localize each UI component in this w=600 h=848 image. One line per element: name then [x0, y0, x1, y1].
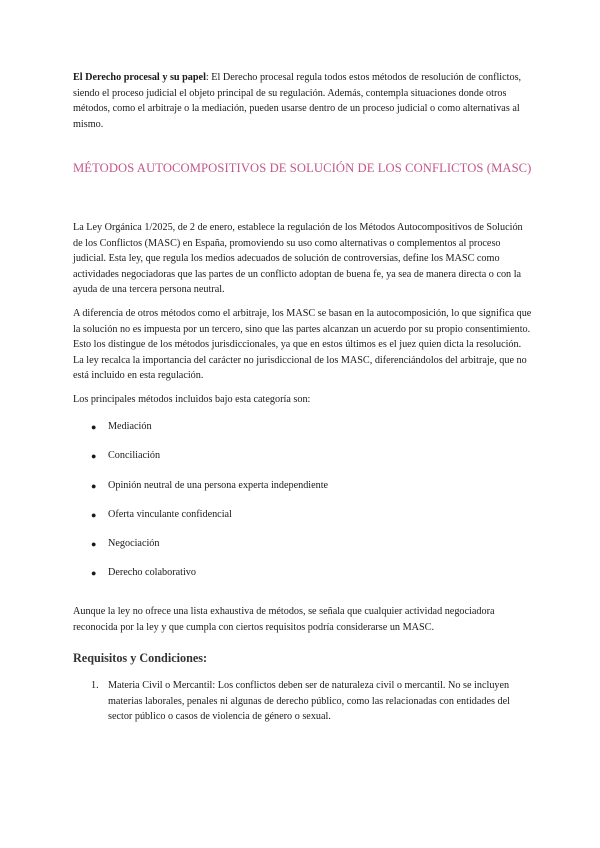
intro-bold-label: El Derecho procesal y su papel [73, 72, 206, 83]
paragraph-diferencia: A diferencia de otros métodos como el arbitraje, los MASC se basan en la autocomposición, lo que significa que la solución no es impuesta por un tercero, sino que las partes alcanzan un acuerdo por su propio consentimiento. Esto los distingue de los métodos jurisdiccionales, ya que en estos últimos es el juez quien dicta la resolución. La ley recalca la importancia del carácter no jurisdiccional de los MASC, diferenciándolos del arbitraje, que no está incluido en esta regulación. [73, 308, 532, 382]
bullet-icon: ● [91, 451, 97, 461]
requirements-heading: Requisitos y Condiciones: [73, 651, 208, 665]
paragraph-ley-organica: La Ley Orgánica 1/2025, de 2 de enero, establece la regulación de los Métodos Autocompositivos de Solución de los Conflictos (MASC) en España, promoviendo su uso como alternativas o complementos al proceso judicial. Esta ley, que regula los medios adecuados de solución de controversias, define los MASC como actividades negociadoras que las partes de un conflicto adoptan de buena fe, ya sea de manera directa o con la ayuda de una tercera persona neutral. [73, 222, 523, 296]
section-heading: MÉTODOS AUTOCOMPOSITIVOS DE SOLUCIÓN DE LOS CONFLICTOS (MASC) [73, 161, 532, 175]
bullet-icon: ● [91, 539, 97, 549]
paragraph-aunque: Aunque la ley no ofrece una lista exhaustiva de métodos, se señala que cualquier actividad negociadora reconocida por la ley y que cumpla con ciertos requisitos podría considerarse un MASC. [73, 606, 495, 633]
requirement-text: Materia Civil o Mercantil: Los conflictos deben ser de naturaleza civil o mercantil. No se incluyen materias laborales, penales ni algunas de derecho público, como las relacionadas con entidades del sector público o casos de violencia de género o sexual. [108, 680, 510, 723]
method-label: Conciliación [108, 450, 161, 461]
method-label: Mediación [108, 421, 152, 432]
bullet-icon: ● [91, 481, 97, 491]
method-label: Opinión neutral de una persona experta independiente [108, 480, 329, 491]
paragraph-principales: Los principales métodos incluidos bajo esta categoría son: [73, 394, 311, 405]
method-label: Negociación [108, 538, 160, 549]
intro-text: : El Derecho procesal regula todos estos métodos de resolución de conflictos, siendo el proceso judicial el objeto principal de su regulación. Además, contempla situaciones donde otros métodos, como el arbitraje o la mediación, pueden usarse dentro de un proceso judicial o como alternativas al mismo. [73, 72, 522, 130]
bullet-icon: ● [91, 568, 97, 578]
bullet-icon: ● [91, 422, 97, 432]
intro-paragraph [73, 70, 533, 132]
method-label: Oferta vinculante confidencial [108, 509, 232, 520]
bullet-icon: ● [91, 510, 97, 520]
method-label: Derecho colaborativo [108, 567, 196, 578]
requirement-number: 1. [91, 680, 99, 691]
